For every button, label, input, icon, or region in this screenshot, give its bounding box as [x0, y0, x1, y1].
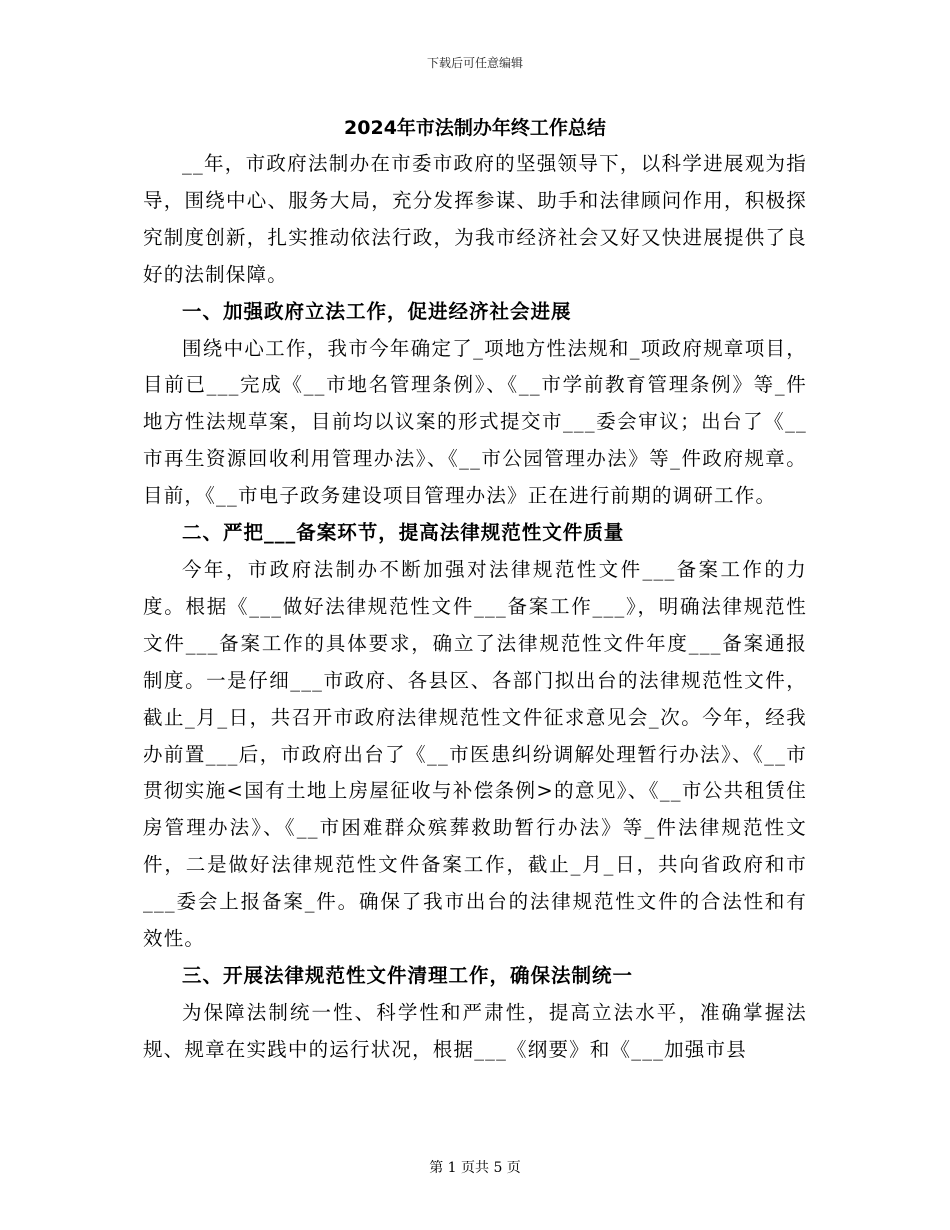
document-title: 2024年市法制办年终工作总结: [344, 117, 606, 139]
page-number: 第 1 页共 5 页: [429, 1160, 521, 1176]
intro-paragraph: __年，市政府法制办在市委市政府的坚强领导下，以科学进展观为指导，围绕中心、服务大局，充分发挥参谋、助手和法律顾问作用，积极探究制度创新，扎实推动依法行政，为我市经济社会又好又快进展提供了良好的法制保障。: [143, 152, 807, 286]
section-3-heading: 三、开展法律规范性文件清理工作，确保法制统一: [182, 963, 634, 987]
section-2-heading: 二、严把___备案环节，提高法律规范性文件质量: [182, 521, 625, 545]
header-note: 下载后可任意编辑: [426, 56, 523, 70]
document-body: [143, 112, 807, 1069]
section-3-paragraph: 为保障法制统一性、科学性和严肃性，提高立法水平，准确掌握法规、规章在实践中的运行状况，根据___《纲要》和《___加强市县: [143, 1000, 807, 1061]
section-1-paragraph: 围绕中心工作，我市今年确定了_项地方性法规和_项政府规章项目，目前已___完成《__市地名管理条例》、《__市学前教育管理条例》等_件地方性法规草案，目前均以议案的形式提交市___委会审议；出台了《__市再生资源回收利用管理办法》、《__市公园管理办法》等_件政府规章。目前，《__市电子政务建设项目管理办法》正在进行前期的调研工作。: [143, 336, 807, 508]
section-2-paragraph: 今年，市政府法制办不断加强对法律规范性文件___备案工作的力度。根据《___做好法律规范性文件___备案工作___》，明确法律规范性文件___备案工作的具体要求，确立了法律规范性文件年度___备案通报制度。一是仔细___市政府、各县区、各部门拟出台的法律规范性文件，截止_月_日，共召开市政府法律规范性文件征求意见会_次。今年，经我办前置___后，市政府出台了《__市医患纠纷调解处理暂行办法》、《__市贯彻实施<国有土地上房屋征收与补偿条例>的意见》、《__市公共租赁住房管理办法》、《__市困难群众殡葬救助暂行办法》等_件法律规范性文件，二是做好法律规范性文件备案工作，截止_月_日，共向省政府和市___委会上报备案_件。确保了我市出台的法律规范性文件的合法性和有效性。: [143, 557, 807, 951]
section-1-heading: 一、加强政府立法工作，促进经济社会进展: [182, 299, 572, 323]
